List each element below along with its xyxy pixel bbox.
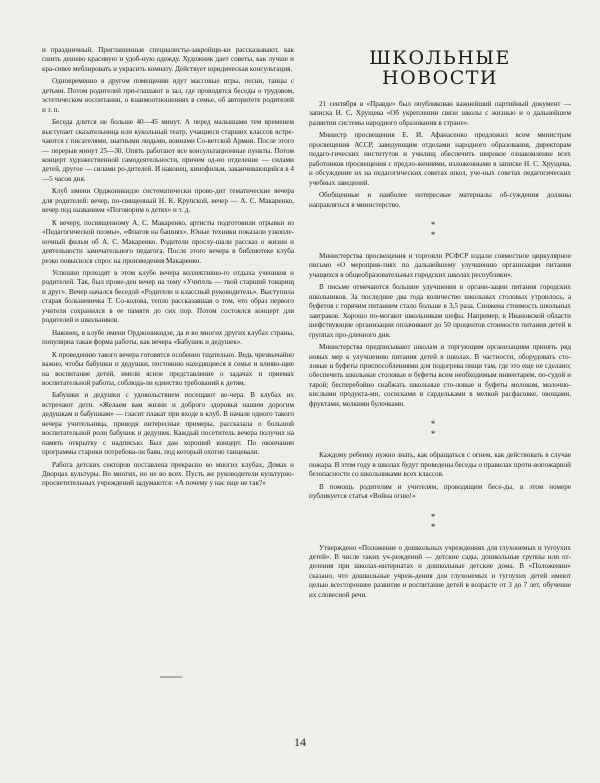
asterisk: * — [430, 219, 450, 230]
end-mark — [160, 676, 182, 678]
separator-asterisks — [309, 419, 571, 439]
paragraph: Министр просвещения Е. И. Афанасенко предложил всем министрам просвещения АССР, заведующим отделами народного образования, директорам педаго-гических институтов и училищ обеспечить широкое ознакомление всех работников просвещения с предло-жениями, изложенными в записке Н. С. Хрущева, и обсуждение их на педагогических советах школ, уче-ных советах педагогических учебных заведений. — [309, 131, 571, 187]
paragraph: Обобщенные и наиболее интересные материалы об-суждения должны направляться в министерство. — [309, 191, 571, 209]
paragraph: Одновременно в другом помещении идут массовые игры, песни, танцы с детьми. Потом родителей при-глашают в зал, где проводятся беседы о трудовом, эстетическом воспитании, о взаимоотношениях в семье, об авторитете родителей и т. п. — [42, 77, 294, 114]
left-column — [42, 46, 294, 492]
paragraph: Бабушки и дедушки с удовольствием посещают ве-чера. В клубах их встречают дети. «Желаем вам жизни и доброго здоровья нашим дорогим дедушкам и бабушкам» — гласит плакат при входе в клуб. В начале одного такого вечера учительница, приводя интересные примеры, рассказала о большой воспитательной роли бабушек и дедушек. Каждый посетитель вечера получил на память открытку с надписью. Был дан хороший концерт. По окончании программы старики потребова-ли баян, под который охотно танцевали. — [42, 391, 294, 457]
paragraph: Работа детских секторов поставлена прекрасно во многих клубах, Домах и Дворцах культуры. Во многих, но не во всех. Пусть же руководители культурно-просветительных учреждений задумаются: «А почему у нас еще не так?» — [42, 460, 294, 488]
paragraph: К проведению такого вечера готовятся особенно тщательно. Ведь чрезвычайно важно, чтобы бабушки и дедушки, постоянно находящиеся в семье и влияю-щие на воспитание детей, имели ясное представление о задачах и приемах воспитательной работы, соблюда-ли единство требований к детям. — [42, 350, 294, 387]
paragraph: и праздничный. Приглашенные специалисты-закройщи-ки рассказывают, как сшить дешево красивую и удоб-ную одежду. Художник дает советы, как лучше и кра-сивее меблировать и украсить комнату. Действует юридическая консультация. — [42, 46, 294, 73]
asterisk: * — [430, 429, 450, 440]
paragraph: Успешно проходят в этом клубе вечера коллективно-го отдыха учеников и родителей. Так, был прове-ден вечер на тему «Учитель — твой старший товарищ и друг». Вечер начался беседой «Родители и классный руководитель». Выступила старая большевичка Т. Со-колова, тепло рассказавшая о том, что образ первого учителя сохранился в ее памяти до сих пор. Потом состоялся концерт для родителей и школьников. — [42, 268, 294, 325]
paragraph: В письме отмечаются большие улучшения в органи-зации питания городских школьников. За последние два года количество школьных столовых утроилось, а буфетов с горячим питанием стало больше в 3,5 раза. Снижена стоимость школьных завтраков. Хорошо по-могают школьникам шефы. Например, в Ивановской области шефствующие организации оплачивают до 50 процентов стоимости питания детей в группах про-дленного дня. — [309, 283, 571, 339]
asterisk: * — [430, 521, 450, 532]
paragraph: Министерства просвещения и торговли РСФСР издали совместное циркулярное письмо «О мероприя-тиях по дальнейшему улучшению организации питания учащихся в общеобразовательных городских школах республики». — [309, 251, 571, 279]
paragraph: В помощь родителям и учителям, проводящим бесе-ды, в этом номере публикуется статья «Война огню!» — [309, 482, 571, 501]
asterisk: * — [430, 419, 450, 430]
asterisk: * — [430, 511, 450, 522]
paragraph: Наконец, в клубе имени Орджоникидзе, да и во многих других клубах страны, популярна такая форма работы, как вечера «Бабушек и дедушек». — [42, 328, 294, 347]
paragraph: Клуб имени Орджоникидзе систематически прово-дит тематические вечера для родителей: вечер, по-священный Н. К. Крупской, вечер — А. С. Макаренко, вечер под названием «Поговорим о детях» и т. д. — [42, 187, 294, 215]
paragraph: 21 сентября в «Правде» был опубликован важнейший партийный документ — записка Н. С. Хрущева «Об укреплении связи школы с жизнью и о дальнейшем развитии системы народного образования в стране». — [309, 100, 571, 127]
paragraph: Министерства предписывают школам и торгующим организациям принять ряд новых мер к улучшению питания детей в школах. В частности, оборудовать сто-ловые и буфеты приспособлениями для подогрева пищи там, где это еще не сделано; обеспечить школьные столовые и буфеты всем необходимым инвентарем, по-судой и тарой; бесперебойно снабжать школьные сто-ловые и буфеты молоком, молочно-кислыми продукта-ми, сосисками и сардельками в мелкой расфасовке, овощами, фруктами, мелкими булочками. — [309, 343, 571, 408]
separator-asterisks — [309, 512, 571, 532]
paragraph: К вечеру, посвященному А. С. Макаренко, артисты подготовили отрывки из «Педагогической поэмы», «Флагов на башнях». Юные техники показали узкопле-ночный фильм об А. С. Макаренко. Родители прослу-шали рассказ о жизни и деятельности замечательного педагога. После этого вечера в библиотеке клуба резко повысился спрос на произведения Макаренко. — [42, 218, 294, 265]
section-heading: ШКОЛЬНЫЕ НОВОСТИ — [369, 47, 511, 89]
asterisk: * — [430, 229, 450, 240]
paragraph: Каждому ребенку нужно знать, как обращаться с огнем, как действовать в случае пожара. В этом году в школах будут проведены беседы о правилах проти-вопожарной безопасности со школьниками всех классов. — [309, 451, 571, 479]
right-column — [309, 46, 571, 603]
page-number: 14 — [294, 735, 306, 749]
paragraph: Беседа длится не больше 40—45 минут. А перед малышами тем временем выступает сказательница или кукольный театр, учащиеся старших классов встре-чаются с писателями, знатными людьми, воинами Со-ветской Армии. После этого — перерыв минут 25—30. Опять работают все консультационные пункты. Потом концерт художественной самодеятельности, причем од-но отделение — силами детей, другое — силами ро-дителей. И наконец, кинофильм, заканчивающийся в 4—5 часов дня. — [42, 118, 294, 183]
paragraph: Утверждено «Положение о дошкольных учреждениях для глухонемых и тугоухих детей». В числе таких уч-реждений — детские сады, дошкольные группы или от-деления при школах-интернатах и дошкольные детские дома. В «Положении» сказано, что дошкольные учреж-дения для глухонемых и тугоухих детей имеют целью всестороннее развитие и воспитание детей в возрасте от 3 до 7 лет, обучение их словесной речи. — [309, 543, 571, 599]
separator-asterisks — [309, 220, 571, 240]
